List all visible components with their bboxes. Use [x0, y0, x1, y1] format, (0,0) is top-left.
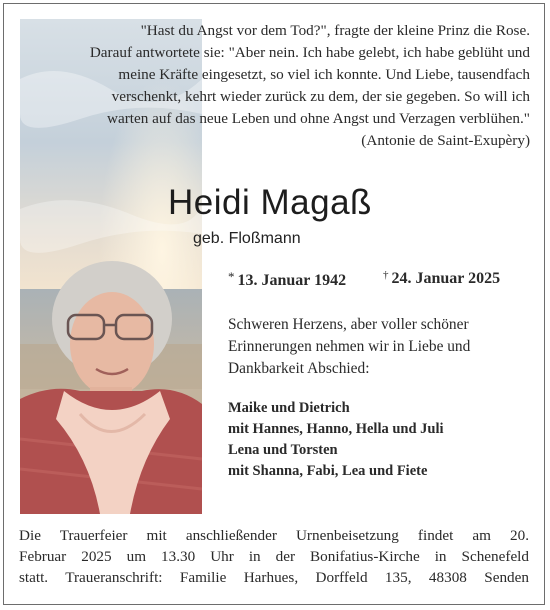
death-symbol: †	[383, 269, 389, 281]
message-line: Erinnerungen nehmen wir in Liebe und	[228, 338, 471, 355]
message-line: Schweren Herzens, aber voller schöner	[228, 316, 469, 333]
quote-line: warten auf das neue Leben und ohne Angst und Verzagen verblühen."	[106, 110, 530, 127]
birth-symbol: *	[228, 269, 235, 284]
footer-line: statt. Traueranschrift: Familie Harhues, Dorffeld 135, 48308 Senden	[19, 569, 529, 586]
message-line: Dankbarkeit Abschied:	[228, 360, 370, 377]
quote-line: "Hast du Angst vor dem Tod?", fragte der kleine Prinz die Rose.	[140, 22, 530, 39]
deceased-name: Heidi Magaß	[168, 183, 372, 222]
quote-line: verschenkt, kehrt wieder zurück zu dem, der sie gegeben. So will ich	[111, 88, 530, 105]
quote-line: meine Kräfte eingesetzt, so viel ich konnte. Und Liebe, tausendfach	[118, 66, 530, 83]
family-line: mit Hannes, Hanno, Hella und Juli	[228, 421, 444, 437]
quote-author: (Antonie de Saint-Exupèry)	[361, 132, 530, 149]
footer-line: Die Trauerfeier mit anschließender Urnenbeisetzung findet am 20.	[19, 527, 529, 544]
quote-line: Darauf antwortete sie: "Aber nein. Ich habe gelebt, ich habe geblüht und	[89, 44, 530, 61]
birth-name: geb. Floßmann	[193, 230, 301, 247]
death-date-text: 24. Januar 2025	[391, 270, 501, 287]
family-line: Maike und Dietrich	[228, 400, 350, 416]
death-date	[383, 269, 500, 288]
footer-line: Februar 2025 um 13.30 Uhr in der Bonifatius-Kirche in Schenefeld	[19, 548, 529, 565]
family-line: mit Shanna, Fabi, Lea und Fiete	[228, 463, 428, 479]
birth-date-text: 13. Januar 1942	[237, 272, 347, 289]
birth-date	[228, 269, 346, 290]
family-line: Lena und Torsten	[228, 442, 338, 458]
